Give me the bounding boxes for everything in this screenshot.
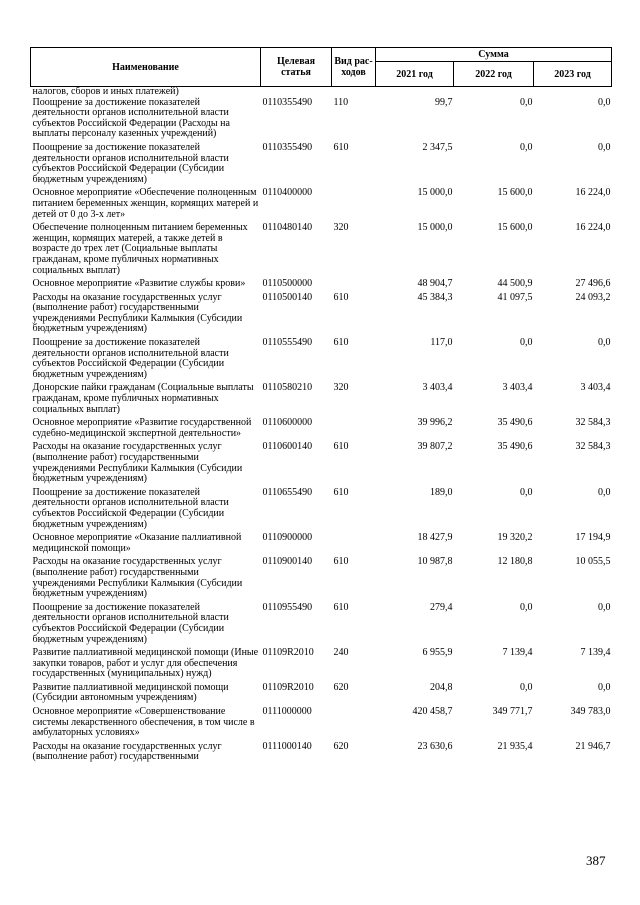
row-kind (332, 418, 376, 442)
header-name: Наименование (31, 48, 261, 87)
row-name: Основное мероприятие «Обеспечение полноценным питанием беременных женщин, кормящих матерей и детей от 0 до 3-х лет» (32, 187, 259, 220)
row-kind: 610 (333, 556, 349, 568)
header-year-2022: 2022 год (454, 62, 534, 87)
table-row (31, 223, 612, 279)
row-name: Поощрение за достижение показателей деятельности органов исполнительной власти субъектов Российской Федерации (Субсидии бюджетным учреждениям) (32, 486, 229, 530)
row-kind: 610 (333, 441, 349, 453)
row-2023: 3 403,4 (580, 382, 611, 394)
row-kind: 610 (333, 601, 349, 613)
row-name: Развитие паллиативной медицинской помощи (Иные закупки товаров, работ и услуг для обеспечения государственных (муниципальных) нужд) (32, 647, 259, 680)
row-2023: 16 224,0 (575, 222, 611, 234)
table-row (31, 648, 612, 683)
header-target-article: Целевая статья (261, 48, 332, 87)
table-row (31, 87, 612, 98)
row-code: 0110355490 (262, 141, 313, 153)
row-kind: 320 (333, 382, 349, 394)
table-row (31, 293, 612, 338)
row-2021: 6 955,9 (422, 647, 453, 659)
row-2023: 27 496,6 (575, 278, 611, 290)
table-row (31, 557, 612, 602)
row-2021: 45 384,3 (417, 291, 453, 303)
header-sum: Сумма (376, 48, 612, 62)
row-2021: 420 458,7 (412, 706, 453, 718)
row-2022: 35 490,6 (497, 441, 533, 453)
row-code: 0110955490 (262, 601, 313, 613)
table-row (31, 442, 612, 487)
row-2021: 117,0 (430, 337, 453, 349)
row-2022: 349 771,7 (492, 706, 533, 718)
table-row (31, 279, 612, 293)
row-kind (332, 188, 376, 223)
row-code (261, 87, 332, 98)
row-2022: 0,0 (520, 681, 533, 693)
row-code: 0110500140 (262, 291, 313, 303)
row-name: Основное мероприятие «Развитие службы крови» (32, 278, 246, 290)
row-kind: 320 (333, 222, 349, 234)
row-name: Расходы на оказание государственных услуг (выполнение работ) государственными учреждениями Республики Калмыкия (Субсидии бюджетным учреждениям) (32, 441, 243, 485)
table-row (31, 488, 612, 533)
row-code: 01109R2010 (262, 681, 314, 693)
row-2022: 0,0 (520, 486, 533, 498)
row-2023: 32 584,3 (575, 417, 611, 429)
row-kind: 240 (333, 647, 349, 659)
row-2022: 12 180,8 (497, 556, 533, 568)
row-2022 (454, 87, 534, 98)
row-2021: 3 403,4 (422, 382, 453, 394)
row-name: Поощрение за достижение показателей деятельности органов исполнительной власти субъектов Российской Федерации (Субсидии бюджетным учреждениям) (32, 141, 229, 185)
row-2023: 24 093,2 (575, 291, 611, 303)
row-name: Развитие паллиативной медицинской помощи (Субсидии автономным учреждениям) (32, 681, 229, 704)
table-row (31, 98, 612, 143)
row-2021: 99,7 (435, 96, 453, 108)
row-kind (332, 279, 376, 293)
row-2023: 0,0 (598, 141, 611, 153)
row-kind: 620 (333, 681, 349, 693)
row-2021: 39 807,2 (417, 441, 453, 453)
row-2023: 349 783,0 (570, 706, 611, 718)
row-kind: 610 (333, 337, 349, 349)
row-2023: 0,0 (598, 681, 611, 693)
row-2021: 204,8 (430, 681, 453, 693)
row-name: Донорские пайки гражданам (Социальные выплаты гражданам, кроме публичных нормативных социальных выплат) (32, 382, 254, 415)
row-2023: 0,0 (598, 337, 611, 349)
table-row (31, 383, 612, 418)
table-row (31, 143, 612, 188)
row-code: 01109R2010 (262, 647, 314, 659)
table-header (31, 48, 612, 87)
row-code: 0110600140 (262, 441, 313, 453)
row-2023: 0,0 (598, 601, 611, 613)
row-2022: 7 139,4 (502, 647, 533, 659)
row-name: Основное мероприятие «Развитие государственной судебно-медицинской экспертной деятельности» (32, 417, 252, 439)
row-name: Поощрение за достижение показателей деятельности органов исполнительной власти субъектов Российской Федерации (Расходы на выплаты персоналу казенных учреждений) (32, 96, 230, 140)
row-2021: 15 000,0 (417, 222, 453, 234)
page-number: 387 (586, 853, 606, 868)
row-2021 (376, 87, 454, 98)
row-kind: 620 (333, 740, 349, 752)
table-row (31, 707, 612, 742)
row-2023: 16 224,0 (575, 187, 611, 199)
row-code: 0110580210 (262, 382, 313, 394)
row-name: Поощрение за достижение показателей деятельности органов исполнительной власти субъектов Российской Федерации (Субсидии бюджетным учреждениям) (32, 337, 229, 380)
row-kind (332, 707, 376, 742)
row-2023: 7 139,4 (580, 647, 611, 659)
row-2022: 15 600,0 (497, 187, 533, 199)
row-2022: 19 320,2 (497, 532, 533, 544)
table-row (31, 683, 612, 707)
budget-table (30, 47, 612, 766)
row-kind (332, 87, 376, 98)
row-2021: 18 427,9 (417, 532, 453, 544)
table-row (31, 188, 612, 223)
row-name: Основное мероприятие «Оказание паллиативной медицинской помощи» (32, 532, 242, 554)
row-code: 0110900000 (262, 532, 313, 544)
row-2021: 23 630,6 (417, 740, 453, 752)
row-2021: 2 347,5 (422, 141, 453, 153)
row-kind: 610 (333, 486, 349, 498)
row-2023: 10 055,5 (575, 556, 611, 568)
row-2022: 0,0 (520, 601, 533, 613)
row-code: 0110655490 (262, 486, 313, 498)
row-2021: 15 000,0 (417, 187, 453, 199)
row-code: 0110600000 (262, 417, 313, 429)
row-2023: 0,0 (598, 486, 611, 498)
row-2022: 35 490,6 (497, 417, 533, 429)
row-2023: 21 946,7 (575, 740, 611, 752)
row-name: Расходы на оказание государственных услуг (выполнение работ) государственными учреждениями Республики Калмыкия (Субсидии бюджетным учреждениям) (32, 556, 243, 600)
row-2021: 279,4 (430, 601, 453, 613)
row-name: налогов, сборов и иных платежей) (32, 86, 179, 97)
row-kind: 610 (333, 291, 349, 303)
row-kind (332, 533, 376, 557)
table-row (31, 338, 612, 383)
row-name: Обеспечение полноценным питанием беременных женщин, кормящих матерей, а также детей в возрасте до трех лет (Социальные выплаты гражданам, кроме публичных нормативных социальных выплат) (32, 222, 248, 276)
row-name: Поощрение за достижение показателей деятельности органов исполнительной власти субъектов Российской Федерации (Субсидии бюджетным учреждениям) (32, 601, 229, 645)
table-row (31, 742, 612, 766)
row-2021: 10 987,8 (417, 556, 453, 568)
row-2022: 3 403,4 (502, 382, 533, 394)
row-2022: 41 097,5 (497, 291, 533, 303)
header-expense-type: Вид рас-ходов (332, 48, 376, 87)
table-body (31, 87, 612, 767)
table-row (31, 533, 612, 557)
header-year-2023: 2023 год (534, 62, 612, 87)
row-2021: 48 904,7 (417, 278, 453, 290)
row-2022: 0,0 (520, 141, 533, 153)
row-code: 0110355490 (262, 96, 313, 108)
row-code: 0111000000 (262, 706, 312, 718)
row-name: Расходы на оказание государственных услуг (выполнение работ) государственными учреждениями Республики Калмыкия (Субсидии бюджетным учреждениям) (32, 291, 243, 335)
row-code: 0110500000 (262, 278, 313, 290)
row-kind: 610 (333, 141, 349, 153)
row-code: 0110555490 (262, 337, 313, 349)
row-2023 (534, 87, 612, 98)
row-kind: 110 (333, 96, 349, 108)
row-code: 0110480140 (262, 222, 313, 234)
table-row (31, 418, 612, 442)
row-2023: 0,0 (598, 96, 611, 108)
row-code: 0110900140 (262, 556, 313, 568)
row-2022: 0,0 (520, 337, 533, 349)
row-2021: 39 996,2 (417, 417, 453, 429)
row-2022: 15 600,0 (497, 222, 533, 234)
row-2021: 189,0 (430, 486, 453, 498)
header-year-2021: 2021 год (376, 62, 454, 87)
table-row (31, 603, 612, 648)
row-2022: 0,0 (520, 96, 533, 108)
row-2023: 32 584,3 (575, 441, 611, 453)
row-code: 0111000140 (262, 740, 312, 752)
row-name: Основное мероприятие «Совершенствование системы лекарственного обеспечения, в том числе в амбулаторных условиях» (32, 706, 255, 739)
row-name: Расходы на оказание государственных услуг (выполнение работ) государственными (32, 740, 222, 763)
row-2022: 44 500,9 (497, 278, 533, 290)
row-code: 0110400000 (262, 187, 313, 199)
row-2022: 21 935,4 (497, 740, 533, 752)
row-2023: 17 194,9 (575, 532, 611, 544)
